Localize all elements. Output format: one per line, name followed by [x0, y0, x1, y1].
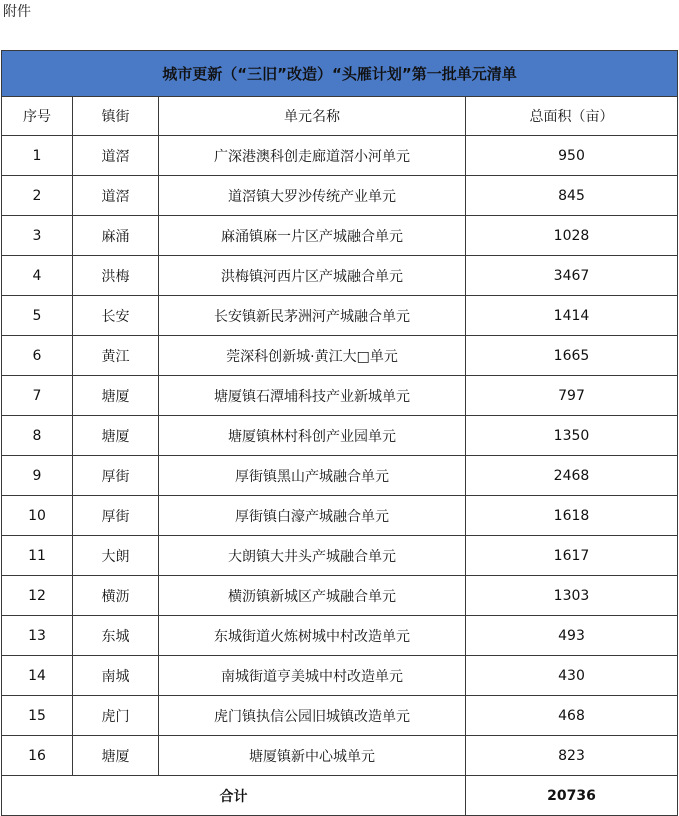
- cell-number: 10: [2, 496, 73, 536]
- cell-town: 大朗: [73, 536, 159, 576]
- cell-town: 长安: [73, 296, 159, 336]
- table-row: [2, 576, 678, 616]
- cell-number: 7: [2, 376, 73, 416]
- cell-total-area: 1303: [466, 576, 678, 616]
- cell-total-area: 797: [466, 376, 678, 416]
- cell-unit-name: 长安镇新民茅洲河产城融合单元: [159, 296, 466, 336]
- table-row: [2, 536, 678, 576]
- table-row: [2, 496, 678, 536]
- cell-town: 虎门: [73, 696, 159, 736]
- cell-unit-name: 莞深科创新城·黄江大□单元: [159, 336, 466, 376]
- cell-number: 14: [2, 656, 73, 696]
- cell-town: 塘厦: [73, 416, 159, 456]
- table-row: [2, 176, 678, 216]
- cell-number: 11: [2, 536, 73, 576]
- cell-total-area: 1414: [466, 296, 678, 336]
- cell-total-area: 2468: [466, 456, 678, 496]
- table-title-row: [2, 51, 678, 97]
- cell-number: 3: [2, 216, 73, 256]
- cell-unit-name: 塘厦镇林村科创产业园单元: [159, 416, 466, 456]
- cell-town: 塘厦: [73, 736, 159, 776]
- cell-total-area: 3467: [466, 256, 678, 296]
- table-row: [2, 296, 678, 336]
- cell-town: 东城: [73, 616, 159, 656]
- cell-number: 5: [2, 296, 73, 336]
- cell-total-area: 950: [466, 136, 678, 176]
- cell-number: 9: [2, 456, 73, 496]
- table-row: [2, 256, 678, 296]
- table-header-row: [2, 97, 678, 136]
- total-label: 合计: [2, 776, 466, 816]
- cell-number: 1: [2, 136, 73, 176]
- cell-total-area: 468: [466, 696, 678, 736]
- cell-unit-name: 麻涌镇麻一片区产城融合单元: [159, 216, 466, 256]
- cell-town: 厚街: [73, 456, 159, 496]
- cell-unit-name: 南城街道亨美城中村改造单元: [159, 656, 466, 696]
- table-row: [2, 376, 678, 416]
- table-row: [2, 416, 678, 456]
- table-row: [2, 456, 678, 496]
- cell-unit-name: 大朗镇大井头产城融合单元: [159, 536, 466, 576]
- header-unit-name: 单元名称: [159, 97, 466, 136]
- cell-number: 6: [2, 336, 73, 376]
- cell-unit-name: 厚街镇白濠产城融合单元: [159, 496, 466, 536]
- cell-town: 道滘: [73, 136, 159, 176]
- header-total-area: 总面积（亩）: [466, 97, 678, 136]
- cell-unit-name: 厚街镇黑山产城融合单元: [159, 456, 466, 496]
- cell-total-area: 493: [466, 616, 678, 656]
- attachment-label: 附件: [3, 4, 31, 20]
- cell-number: 4: [2, 256, 73, 296]
- cell-unit-name: 洪梅镇河西片区产城融合单元: [159, 256, 466, 296]
- table-title: 城市更新（“三旧”改造）“头雁计划”第一批单元清单: [2, 51, 678, 97]
- cell-town: 南城: [73, 656, 159, 696]
- cell-town: 塘厦: [73, 376, 159, 416]
- total-value: 20736: [466, 776, 678, 816]
- cell-total-area: 1665: [466, 336, 678, 376]
- unit-list-table: [1, 50, 678, 816]
- table-row: [2, 216, 678, 256]
- cell-number: 16: [2, 736, 73, 776]
- cell-unit-name: 虎门镇执信公园旧城镇改造单元: [159, 696, 466, 736]
- cell-unit-name: 横沥镇新城区产城融合单元: [159, 576, 466, 616]
- cell-unit-name: 道滘镇大罗沙传统产业单元: [159, 176, 466, 216]
- cell-number: 12: [2, 576, 73, 616]
- cell-town: 洪梅: [73, 256, 159, 296]
- table-total-row: [2, 776, 678, 816]
- cell-town: 黄江: [73, 336, 159, 376]
- cell-town: 道滘: [73, 176, 159, 216]
- table-row: [2, 336, 678, 376]
- table-row: [2, 616, 678, 656]
- cell-total-area: 823: [466, 736, 678, 776]
- cell-town: 厚街: [73, 496, 159, 536]
- cell-unit-name: 东城街道火炼树城中村改造单元: [159, 616, 466, 656]
- cell-total-area: 1350: [466, 416, 678, 456]
- cell-town: 麻涌: [73, 216, 159, 256]
- cell-town: 横沥: [73, 576, 159, 616]
- table-row: [2, 136, 678, 176]
- cell-unit-name: 塘厦镇新中心城单元: [159, 736, 466, 776]
- cell-total-area: 1617: [466, 536, 678, 576]
- table-row: [2, 656, 678, 696]
- cell-unit-name: 广深港澳科创走廊道滘小河单元: [159, 136, 466, 176]
- cell-total-area: 1028: [466, 216, 678, 256]
- cell-total-area: 1618: [466, 496, 678, 536]
- cell-unit-name: 塘厦镇石潭埔科技产业新城单元: [159, 376, 466, 416]
- cell-total-area: 430: [466, 656, 678, 696]
- header-number: 序号: [2, 97, 73, 136]
- cell-number: 8: [2, 416, 73, 456]
- table-row: [2, 696, 678, 736]
- cell-number: 2: [2, 176, 73, 216]
- cell-total-area: 845: [466, 176, 678, 216]
- header-town: 镇街: [73, 97, 159, 136]
- cell-number: 13: [2, 616, 73, 656]
- cell-number: 15: [2, 696, 73, 736]
- table-row: [2, 736, 678, 776]
